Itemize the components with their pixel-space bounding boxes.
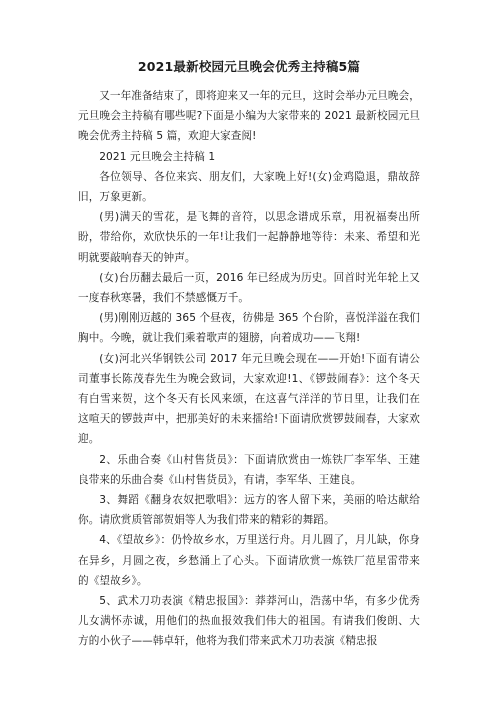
program-item: 2、乐曲合奏《山村售货员》：下面请欣赏由一炼铁厂李军华、王建良带来的乐曲合奏《山村售货员》，有请，李军华、王建良。 bbox=[78, 453, 420, 486]
intro-paragraph: 又一年准备结束了，即将迎来又一年的元旦，这时会举办元旦晚会，元旦晚会主持稿有哪些呢?下面是小编为大家带来的 2021 最新校园元旦晚会优秀主持稿 5 篇，欢迎大家查阅! bbox=[78, 90, 420, 143]
section-heading: 2021 元旦晚会主持稿 1 bbox=[99, 150, 216, 163]
program-item: 4、《望故乡》：仍怜故乡水，万里送行舟。月儿圆了，月儿缺，你身在异乡，月圆之夜，乡愁涌上了心头。下面请欣赏一炼铁厂范星雷带来的《望故乡》。 bbox=[78, 534, 420, 587]
document-page bbox=[78, 58, 420, 652]
body-paragraph: 各位领导、各位来宾、朋友们，大家晚上好!(女)金鸡隐退，鼎故辞旧，万象更新。 bbox=[78, 170, 420, 204]
body-paragraph: (男)刚刚迈越的 365 个昼夜，彷佛是 365 个台阶，喜悦洋溢在我们胸中。今晚，就让我们乘着歌声的翅膀，向着成功——飞翔! bbox=[78, 312, 420, 345]
body-paragraph: (男)满天的雪花，是飞舞的音符，以思念谱成乐章，用祝福奏出所盼，带给你，欢欣快乐的一年!让我们一起静静地等待：未来、希望和光明就要敲响春天的钟声。 bbox=[78, 211, 420, 264]
body-paragraph: (女)台历翻去最后一页，2016 年已经成为历史。回首时光年轮上又一度春秋寒暑，我们不禁感慨万千。 bbox=[78, 271, 420, 305]
program-item: 5、武术刀功表演《精忠报国》：莽莽河山，浩荡中华，有多少优秀儿女满怀赤诚，用他们的热血报效我们伟大的祖国。有请我们俊朗、大方的小伙子——韩卓轩，他将为我们带来武术刀功表演《精忠报 bbox=[78, 595, 420, 648]
document-title: 2021最新校园元旦晚会优秀主持稿5篇 bbox=[137, 59, 361, 74]
program-item: 3、舞蹈《翻身农奴把歌唱》：远方的客人留下来，美丽的哈达献给你。请欣赏质管部贺娟等人为我们带来的精彩的舞蹈。 bbox=[78, 494, 420, 527]
body-paragraph: (女)河北兴华钢铁公司 2017 年元旦晚会现在——开始!下面有请公司董事长陈茂春先生为晚会致词，大家欢迎!1、《锣鼓闹春》：这个冬天有白雪来贺，这个冬天有长风来颂，在这喜气洋洋的节日里，让我们在这喧天的锣鼓声中，把那美好的未来擂给!下面请欣赏锣鼓闹春，大家欢迎。 bbox=[78, 352, 420, 446]
